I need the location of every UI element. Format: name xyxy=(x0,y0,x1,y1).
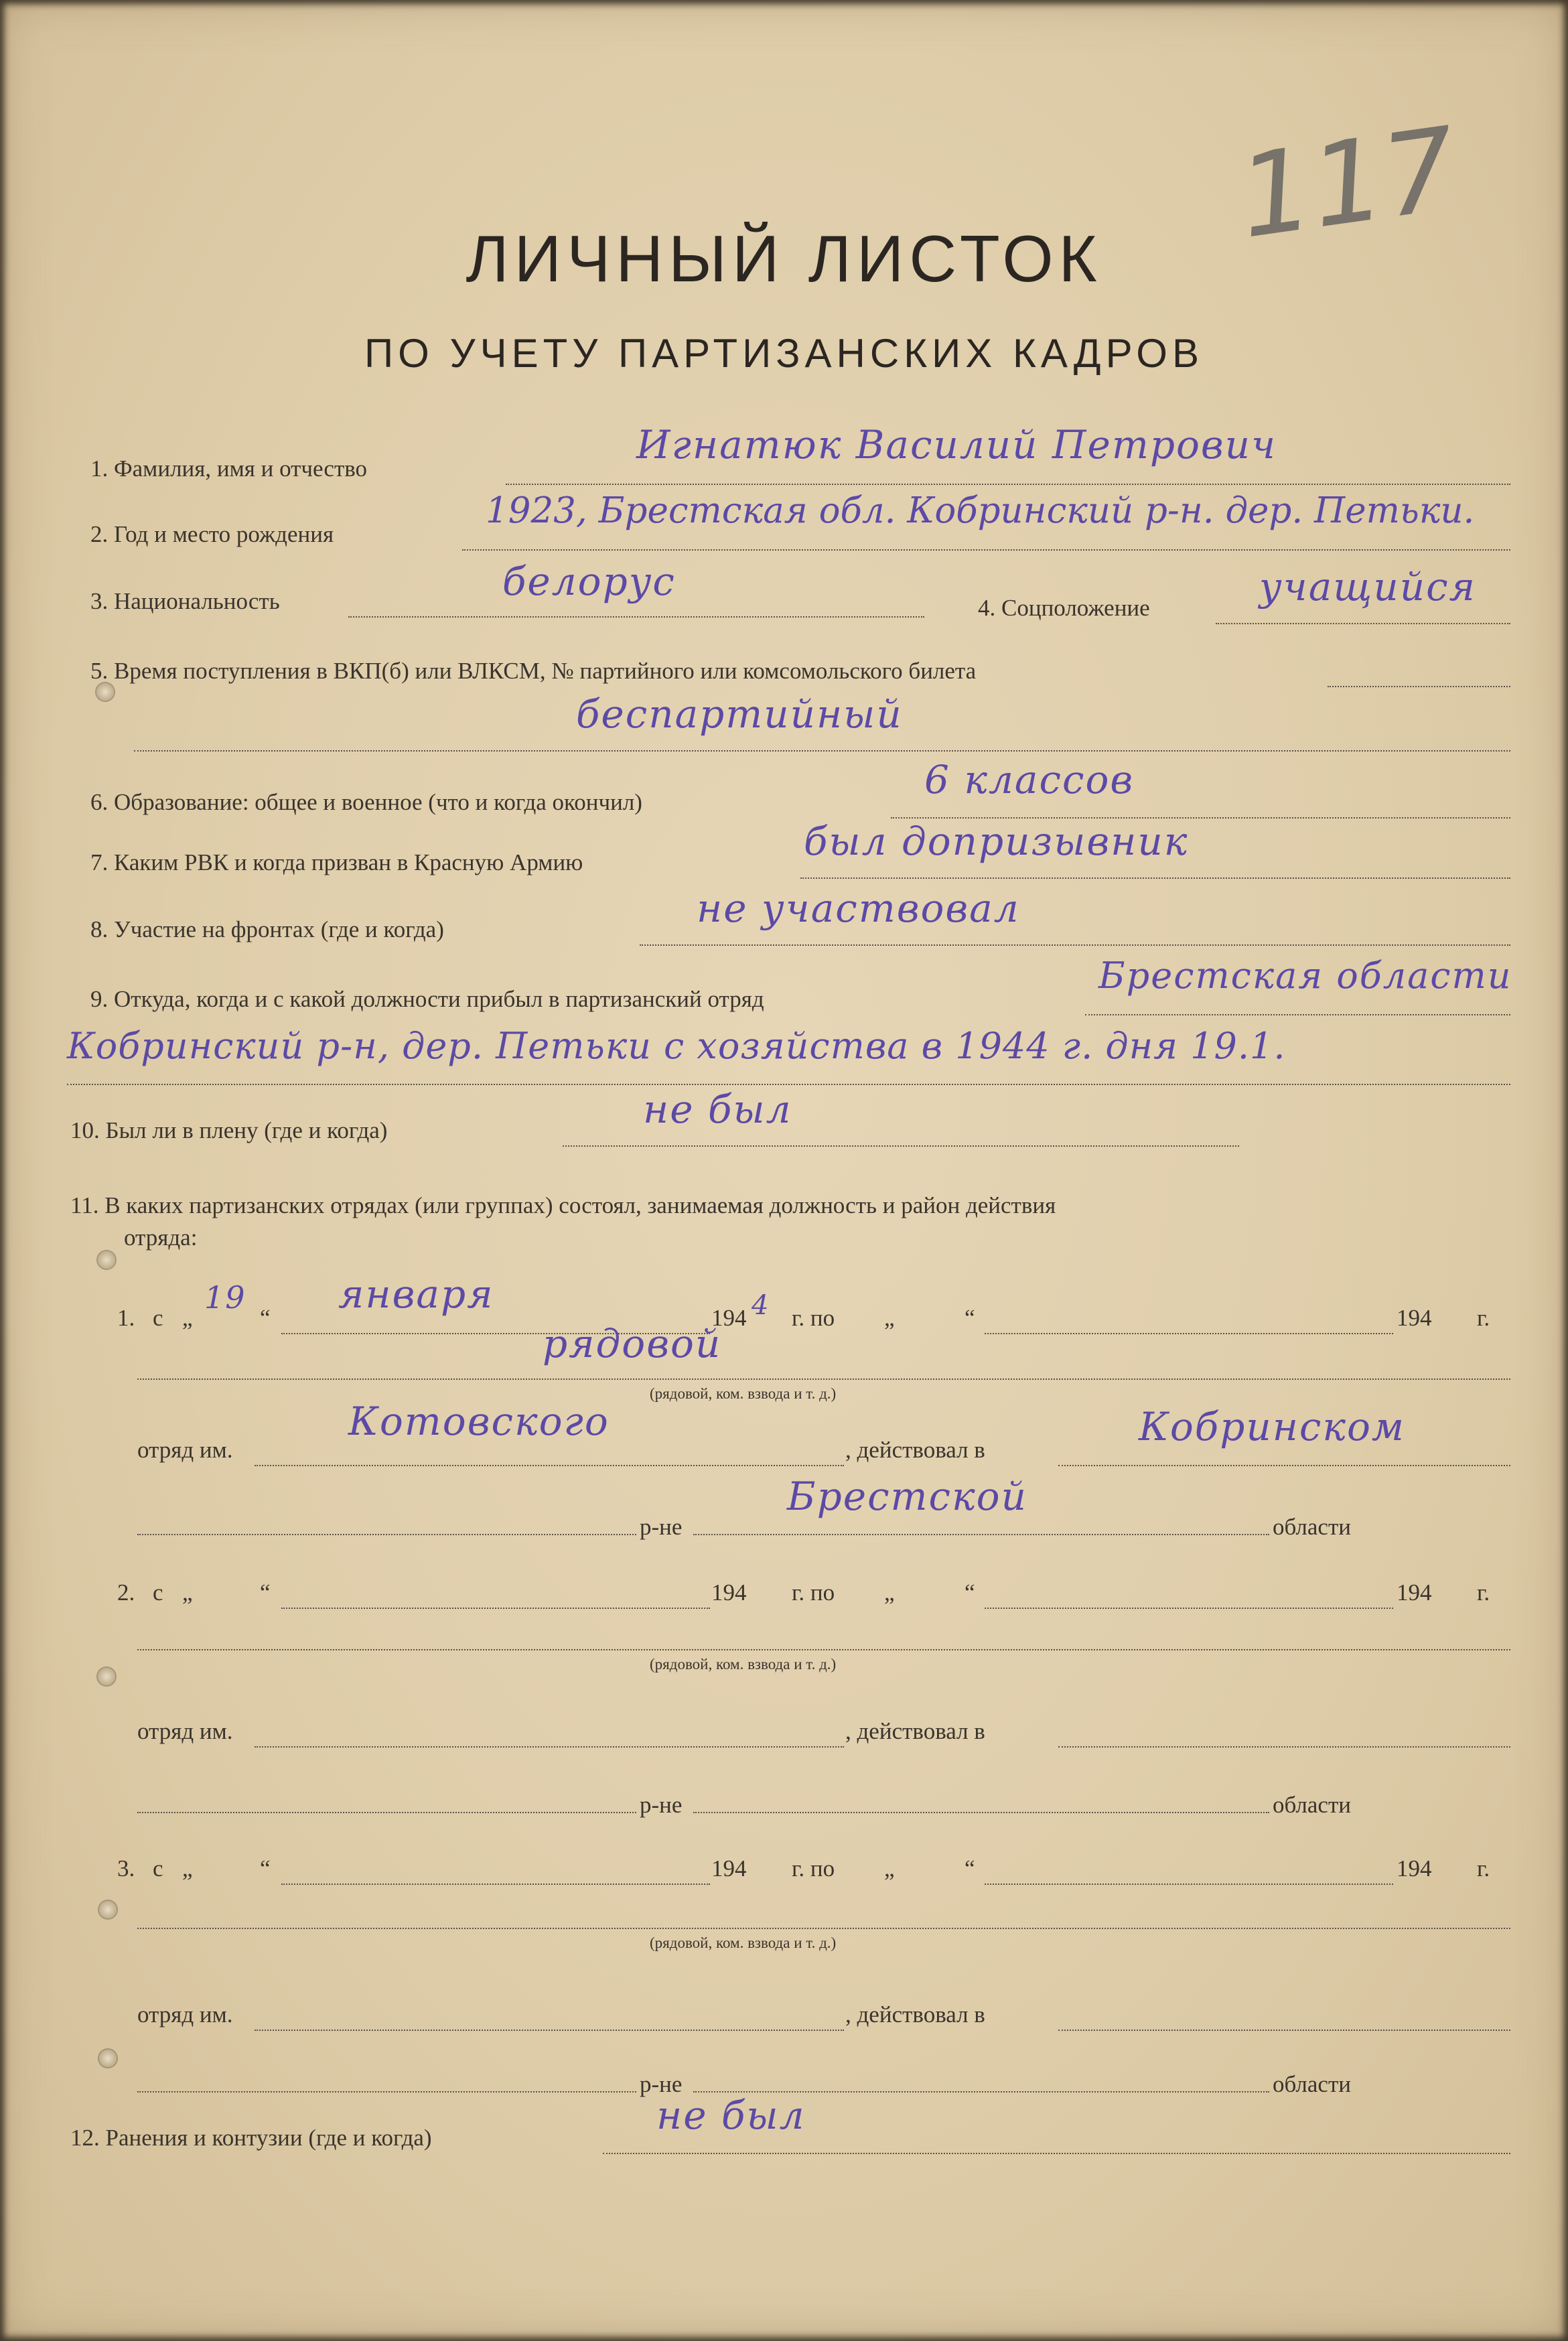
entry-3-year-prefix: 194 xyxy=(711,1855,747,1882)
entry-1-detachment: Котовского xyxy=(348,1399,610,1444)
entry-1-district-line-b xyxy=(137,1534,636,1535)
entry-2-to-year-suffix: г. xyxy=(1477,1579,1490,1606)
entry-2-quote-open: „ xyxy=(182,1579,193,1606)
field-7-line xyxy=(800,877,1510,879)
punch-hole xyxy=(96,683,114,701)
field-8-value: не участвовал xyxy=(697,885,1020,931)
entry-2-to-quote-open: „ xyxy=(884,1579,895,1606)
punch-hole xyxy=(98,1668,115,1685)
entry-1-to-quote-close: “ xyxy=(965,1305,975,1331)
field-12-value: не был xyxy=(656,2092,806,2138)
field-11-label-cont: отряда: xyxy=(124,1224,198,1251)
field-3-value: белорус xyxy=(502,559,676,604)
field-12-label: 12. Ранения и контузии (где и когда) xyxy=(70,2125,432,2151)
entry-2-district-line-b xyxy=(137,1812,636,1813)
entry-2-to-quote-close: “ xyxy=(965,1579,975,1606)
entry-2-region-line xyxy=(693,1812,1269,1813)
document-subtitle: ПО УЧЕТУ ПАРТИЗАНСКИХ КАДРОВ xyxy=(364,331,1204,376)
field-5-line-a xyxy=(1328,686,1510,687)
field-2-label: 2. Год и место рождения xyxy=(90,521,334,547)
entry-3-month-line xyxy=(281,1884,710,1885)
entry-3-rank-hint: (рядовой, ком. взвода и т. д.) xyxy=(650,1934,837,1951)
field-6-label: 6. Образование: общее и военное (что и когда окончил) xyxy=(90,789,642,815)
entry-1-district: Кобринском xyxy=(1139,1404,1406,1449)
field-4-label: 4. Соцположение xyxy=(978,595,1150,621)
entry-1-acted-label: , действовал в xyxy=(845,1437,985,1463)
entry-1-region: Брестской xyxy=(787,1474,1027,1519)
entry-1-quote-open: „ xyxy=(182,1305,193,1331)
entry-1-detachment-line xyxy=(255,1465,844,1466)
field-10-value: не был xyxy=(643,1086,792,1132)
entry-3-district-line-a xyxy=(1058,2030,1510,2031)
entry-1-to-label: г. по xyxy=(792,1305,835,1331)
entry-2-rank-hint: (рядовой, ком. взвода и т. д.) xyxy=(650,1656,837,1673)
field-4-line xyxy=(1216,623,1510,624)
entry-2-detachment-line xyxy=(255,1746,844,1748)
field-2-line xyxy=(462,549,1510,551)
entry-1-to-year-prefix: 194 xyxy=(1397,1305,1432,1331)
entry-2-acted-label: , действовал в xyxy=(845,1718,985,1744)
entry-3-to-year-prefix: 194 xyxy=(1397,1855,1432,1882)
punch-hole xyxy=(98,1251,115,1269)
entry-2-to-year-prefix: 194 xyxy=(1397,1579,1432,1606)
entry-1-region-label: области xyxy=(1273,1514,1351,1540)
field-7-value: был допризывник xyxy=(804,819,1189,864)
entry-1-to-quote-open: „ xyxy=(884,1305,895,1331)
field-9-value-line2: Кобринский р-н, дер. Петьки с хозяйства в 1944 г. дня 19.1. xyxy=(67,1025,1286,1067)
field-4-value: учащийся xyxy=(1259,564,1476,610)
entry-1-district-line-a xyxy=(1058,1465,1510,1466)
entry-1-district-label: р-не xyxy=(640,1514,683,1540)
entry-1-to-line xyxy=(985,1333,1393,1334)
entry-3-detachment-line xyxy=(255,2030,844,2031)
field-3-label: 3. Национальность xyxy=(90,588,280,614)
field-9-line-b xyxy=(67,1084,1510,1085)
pencil-archive-mark: 117 xyxy=(1230,102,1465,265)
field-2-value: 1923, Брестская обл. Кобринский р-н. дер. Петьки. xyxy=(486,490,1475,531)
entry-2-to-line xyxy=(985,1608,1393,1609)
entry-3-district-line-b xyxy=(137,2091,636,2092)
entry-3-quote-close: “ xyxy=(260,1855,271,1882)
entry-1-number: 1. xyxy=(117,1305,135,1331)
field-9-line-a xyxy=(1085,1014,1510,1015)
field-1-label: 1. Фамилия, имя и отчество xyxy=(90,455,368,482)
entry-3-region-label: области xyxy=(1273,2071,1351,2097)
entry-2-year-prefix: 194 xyxy=(711,1579,747,1606)
entry-2-number: 2. xyxy=(117,1579,135,1606)
punch-hole xyxy=(99,2050,117,2067)
entry-2-to-label: г. по xyxy=(792,1579,835,1606)
entry-1-month: января xyxy=(338,1271,494,1317)
entry-3-detachment-label: отряд им. xyxy=(137,2001,233,2028)
entry-2-detachment-label: отряд им. xyxy=(137,1718,233,1744)
entry-1-region-line xyxy=(693,1534,1269,1535)
entry-3-to-label: г. по xyxy=(792,1855,835,1882)
entry-3-number: 3. xyxy=(117,1855,135,1882)
field-5-label: 5. Время поступления в ВКП(б) или ВЛКСМ, № партийного или комсомольского билета xyxy=(90,658,977,684)
field-9-label: 9. Откуда, когда и с какой должности прибыл в партизанский отряд xyxy=(90,986,764,1012)
entry-1-day: 19 xyxy=(204,1279,246,1316)
field-1-line xyxy=(506,484,1510,485)
entry-2-district-line-a xyxy=(1058,1746,1510,1748)
entry-1-year-digit: 4 xyxy=(752,1290,770,1321)
entry-2-month-line xyxy=(281,1608,710,1609)
entry-2-from-prefix: с xyxy=(153,1579,163,1606)
field-11-label: 11. В каких партизанских отрядах (или группах) состоял, занимаемая должность и район действия xyxy=(70,1192,1056,1218)
entry-2-region-label: области xyxy=(1273,1792,1351,1818)
entry-3-acted-label: , действовал в xyxy=(845,2001,985,2028)
entry-3-rank-line xyxy=(137,1928,1510,1929)
field-10-line xyxy=(563,1145,1239,1147)
entry-1-rank-line xyxy=(137,1378,1510,1380)
entry-3-to-quote-open: „ xyxy=(884,1855,895,1882)
punch-hole xyxy=(99,1901,117,1918)
field-1-value: Игнатюк Василий Петрович xyxy=(636,422,1277,468)
entry-1-quote-close: “ xyxy=(260,1305,271,1331)
entry-1-year-prefix: 194 xyxy=(711,1305,747,1331)
entry-2-district-label: р-не xyxy=(640,1792,683,1818)
entry-3-quote-open: „ xyxy=(182,1855,193,1882)
field-5-line-b xyxy=(134,750,1510,752)
field-9-value-line1: Брестская области xyxy=(1098,954,1512,997)
field-8-line xyxy=(640,944,1510,946)
document-title: ЛИЧНЫЙ ЛИСТОК xyxy=(466,222,1102,295)
entry-2-quote-close: “ xyxy=(260,1579,271,1606)
entry-3-to-year-suffix: г. xyxy=(1477,1855,1490,1882)
entry-3-from-prefix: с xyxy=(153,1855,163,1882)
field-5-value: беспартийный xyxy=(576,691,903,737)
entry-3-district-label: р-не xyxy=(640,2071,683,2097)
entry-1-rank-hint: (рядовой, ком. взвода и т. д.) xyxy=(650,1385,837,1402)
field-10-label: 10. Был ли в плену (где и когда) xyxy=(70,1117,388,1143)
entry-1-from-prefix: с xyxy=(153,1305,163,1331)
entry-3-to-quote-close: “ xyxy=(965,1855,975,1882)
field-8-label: 8. Участие на фронтах (где и когда) xyxy=(90,916,444,942)
entry-1-rank: рядовой xyxy=(543,1321,722,1366)
field-12-line xyxy=(603,2153,1510,2154)
field-3-line xyxy=(348,616,924,618)
field-7-label: 7. Каким РВК и когда призван в Красную Армию xyxy=(90,849,583,875)
entry-1-detachment-label: отряд им. xyxy=(137,1437,233,1463)
entry-1-to-year-suffix: г. xyxy=(1477,1305,1490,1331)
entry-3-to-line xyxy=(985,1884,1393,1885)
field-6-value: 6 классов xyxy=(924,757,1135,802)
entry-2-rank-line xyxy=(137,1649,1510,1650)
